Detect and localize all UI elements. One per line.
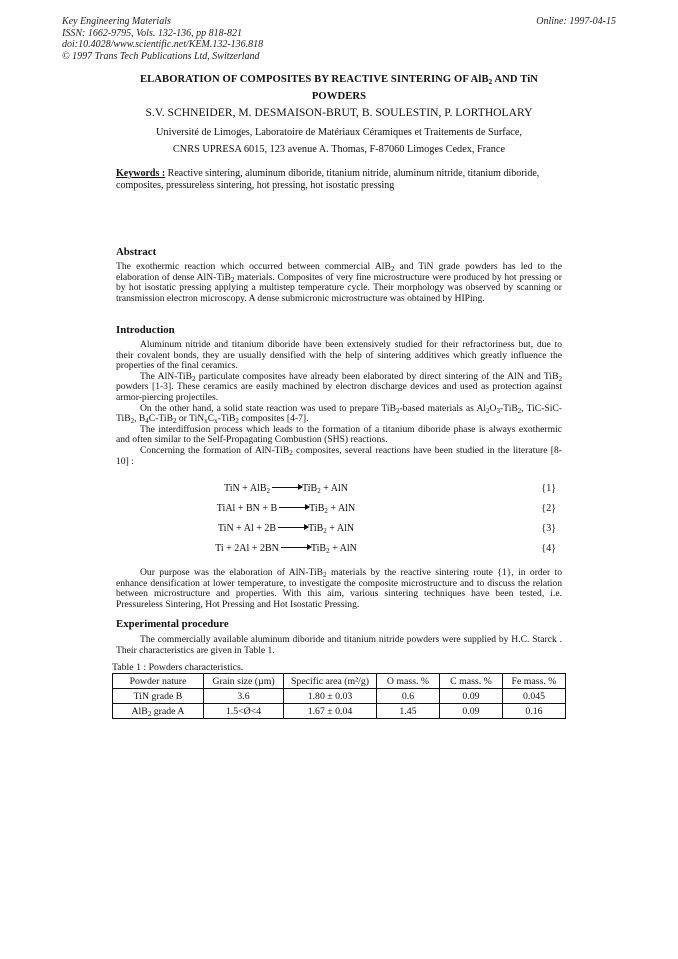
- equation-1: TiN + AlB$_2$ TiB$_2$ + AlN {1}: [223, 483, 556, 495]
- equation-3: TiN + Al + 2B TiB$_2$ + AlN {3}: [217, 523, 556, 535]
- table-header-cell: Fe mass. %: [503, 674, 566, 689]
- authors: S.V. SCHNEIDER, M. DESMAISON-BRUT, B. SOULESTIN, P. LORTHOLARY: [145, 106, 533, 119]
- powders-table: [112, 673, 566, 719]
- doi-line: doi:10.4028/www.scientific.net/KEM.132-136.818: [62, 39, 264, 50]
- table-header-cell: O mass. %: [377, 674, 440, 689]
- table-row: [113, 704, 566, 719]
- table-header-cell: Grain size (µm): [204, 674, 284, 689]
- table-cell: 0.09: [440, 689, 503, 704]
- keywords: [116, 168, 562, 191]
- purpose-paragraph: Our purpose was the elaboration of AlN-TiB$_2$ materials by the reactive sintering route {1}, in order to enhance densification at lower temperature, to investigate the composite microstructure and to discuss the relation between microstructure and properties. With this aim, various sintering techniques have been tested, i.e. Pressureless Sintering, Hot Pressing and Hot Isostatic Pressing.: [116, 567, 562, 610]
- equation-2: TiAl + BN + B TiB$_2$ + AlN {2}: [216, 503, 556, 515]
- reaction-arrow-icon: [279, 507, 309, 508]
- table-cell: 1.67 ± 0.04: [284, 704, 377, 719]
- copyright-line: © 1997 Trans Tech Publications Ltd, Switzerland: [62, 50, 260, 62]
- table-caption: Table 1 : Powders characteristics.: [112, 662, 244, 673]
- table-header-cell: C mass. %: [440, 674, 503, 689]
- experimental-heading: Experimental procedure: [116, 618, 229, 630]
- equation-4: Ti + 2Al + 2BN TiB$_2$ + AlN {4}: [215, 543, 556, 555]
- abstract-heading: Abstract: [116, 246, 157, 258]
- table-header-cell: Specific area (m²/g): [284, 674, 377, 689]
- table-cell: 1.5<Ø<4: [204, 704, 284, 719]
- table-header-cell: Powder nature: [113, 674, 204, 689]
- keywords-label: Keywords :: [116, 168, 166, 179]
- table-header-row: [113, 674, 566, 689]
- table-cell: AlB$_2$ grade A: [113, 704, 204, 719]
- paper-title: ELABORATION OF COMPOSITES BY REACTIVE SINTERING OF AlB$_2$ AND TiN POWDERS: [139, 74, 539, 102]
- experimental-body: The commercially available aluminum diboride and titanium nitride powders were supplied by H.C. Starck . Their characteristics are given in Table 1.: [116, 634, 562, 656]
- introduction-heading: Introduction: [116, 324, 175, 336]
- table-cell: 0.6: [377, 689, 440, 704]
- keywords-text: Reactive sintering, aluminum diboride, titanium nitride, aluminum nitride, titanium diboride, composites, pressureless sintering, hot pressing, hot isostatic pressing: [116, 168, 540, 191]
- journal-name: Key Engineering Materials: [62, 16, 171, 27]
- table-cell: TiN grade B: [113, 689, 204, 704]
- table-cell: 1.45: [377, 704, 440, 719]
- table-row: [113, 689, 566, 704]
- reaction-arrow-icon: [272, 487, 302, 488]
- introduction-body: Aluminum nitride and titanium diboride have been extensively studied for their refractoriness but, due to their covalent bonds, they are usually densified with the help of sintering additives which greatly influence the properties of the final ceramics. The AlN-TiB$_2$ particulate composites have already been elaborated by direct sintering of the AlN and TiB$_2$ powders [1-3]. These ceramics are easily machined by electron discharge devices and used as protection against armor-piercing projectiles. On the other hand, a solid state reaction was used to prepare TiB$_2$-based materials as $Al_2O_3-TiB_2$, TiC-SiC-TiB$_2$, $B_4C-TiB_2$ or $TiN_xC_x-TiB_2$ composites [4-7]. The interdiffusion process which leads to the formation of a titanium diboride phase is always exothermic and often similar to the Self-Propagating Combustion (SHS) reactions. Concerning the formation of AlN-TiB$_2$ composites, several reactions have been studied in the literature [8-10] :: [116, 339, 562, 467]
- affiliation: Université de Limoges, Laboratoire de Matériaux Céramiques et Traitements de Surface, CNRS UPRESA 6015, 123 avenue A. Thomas, F-87060 Limoges Cedex, France: [156, 127, 522, 155]
- table-cell: 3.6: [204, 689, 284, 704]
- abstract-body: The exothermic reaction which occurred between commercial AlB$_2$ and TiN grade powders has led to the elaboration of dense AlN-TiB$_2$ materials. Composites of very fine microstructure were produced by hot pressing or by hot isostatic pressing applying a multistep temperature cycle. Their morphology was observed by scanning or transmission electron microscopy. A dense submicronic microstructure was obtained by HIPing.: [116, 261, 563, 304]
- journal-header: [62, 16, 263, 62]
- table-cell: 0.045: [503, 689, 566, 704]
- table-cell: 1.80 ± 0.03: [284, 689, 377, 704]
- online-date: Online: 1997-04-15: [536, 16, 616, 27]
- table-cell: 0.09: [440, 704, 503, 719]
- table-cell: 0.16: [503, 704, 566, 719]
- issn-line: ISSN: 1662-9795, Vols. 132-136, pp 818-821: [62, 27, 242, 39]
- reaction-arrow-icon: [278, 527, 308, 528]
- reaction-arrow-icon: [281, 547, 311, 548]
